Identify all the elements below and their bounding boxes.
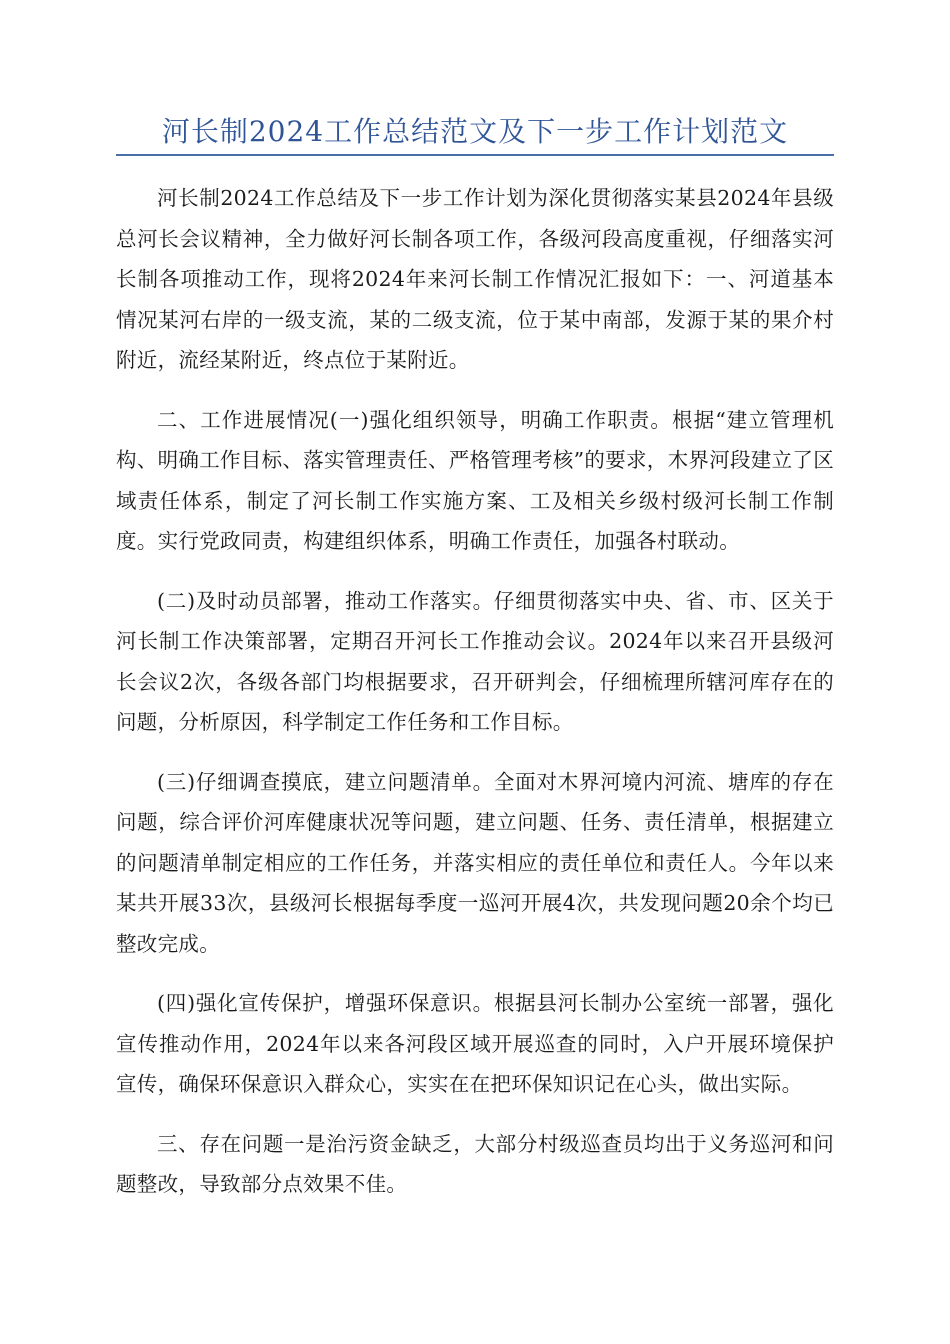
paragraph-intro: 河长制2024工作总结及下一步工作计划为深化贯彻落实某县2024年县级总河长会议精神，全力做好河长制各项工作，各级河段高度重视，仔细落实河长制各项推动工作，现将2024年来河长制工作情况汇报如下：一、河道基本情况某河右岸的一级支流，某的二级支流，位于某中南部，发源于某的果介村附近，流经某附近，终点位于某附近。 xyxy=(116,186,834,372)
paragraph-progress-1: 二、工作进展情况(一)强化组织领导，明确工作职责。根据“建立管理机构、明确工作目标、落实管理责任、严格管理考核”的要求，木界河段建立了区域责任体系，制定了河长制工作实施方案、工及相关乡级村级河长制工作制度。实行党政同责，构建组织体系，明确工作责任，加强各村联动。 xyxy=(116,407,834,553)
paragraph-progress-4: (四)强化宣传保护，增强环保意识。根据县河长制办公室统一部署，强化宣传推动作用，2024年以来各河段区域开展巡查的同时，入户开展环境保护宣传，确保环保意识入群众心，实实在在把环保知识记在心头，做出实际。 xyxy=(116,991,834,1096)
paragraph-problems: 三、存在问题一是治污资金缺乏，大部分村级巡查员均出于义务巡河和问题整改，导致部分点效果不佳。 xyxy=(116,1131,834,1196)
paragraph-progress-2: (二)及时动员部署，推动工作落实。仔细贯彻落实中央、省、市、区关于河长制工作决策部署，定期召开河长工作推动会议。2024年以来召开县级河长会议2次，各级各部门均根据要求，召开研判会，仔细梳理所辖河库存在的问题，分析原因，科学制定工作任务和工作目标。 xyxy=(116,588,834,734)
paragraph-progress-3: (三)仔细调查摸底，建立问题清单。全面对木界河境内河流、塘库的存在问题，综合评价河库健康状况等问题，建立问题、任务、责任清单，根据建立的问题清单制定相应的工作任务，并落实相应的责任单位和责任人。今年以来某共开展33次，县级河长根据每季度一巡河开展4次，共发现问题20余个均已整改完成。 xyxy=(116,769,834,956)
document-title: 河长制2024工作总结范文及下一步工作计划范文 xyxy=(161,115,789,148)
document-body xyxy=(116,178,834,1205)
title-block xyxy=(116,112,834,156)
